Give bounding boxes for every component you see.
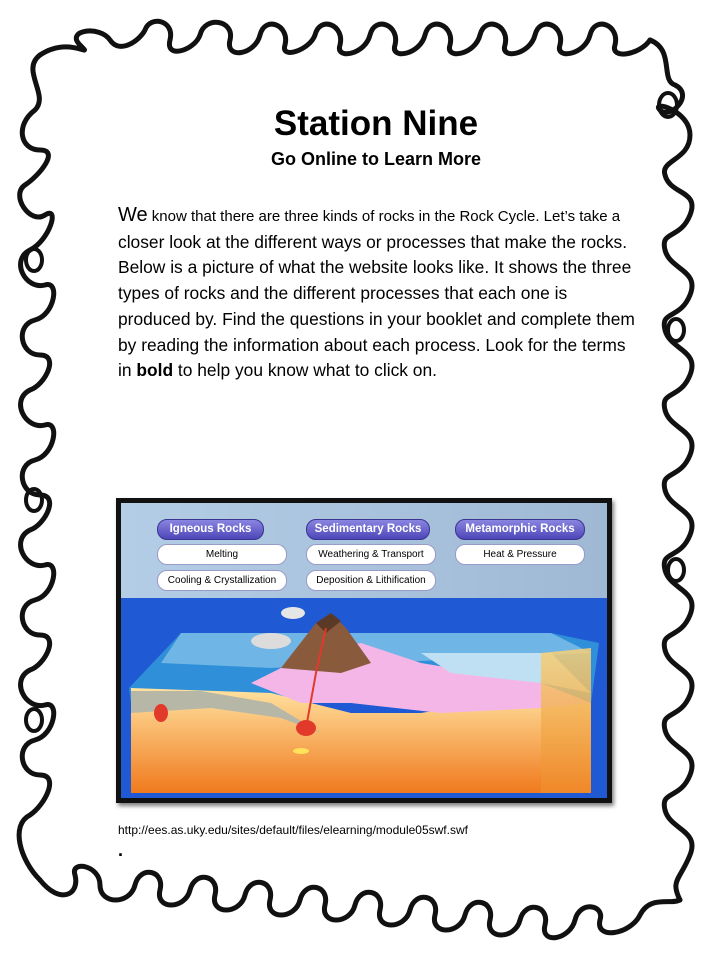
page-title: Station Nine [273, 104, 479, 143]
instructions-text-3: Let’s take a [539, 208, 621, 225]
melting-button[interactable]: Melting [157, 544, 287, 565]
website-url[interactable]: http://ees.as.uky.edu/sites/default/files/elearning/module05swf.swf [118, 823, 468, 837]
website-screenshot [116, 498, 612, 803]
igneous-rocks-header[interactable]: Igneous Rocks [157, 519, 264, 540]
trailing-period: . [118, 840, 124, 860]
heat-pressure-button[interactable]: Heat & Pressure [455, 544, 585, 565]
instructions-text-2: know that there are three kinds of rocks in the Rock Cycle. [147, 208, 540, 225]
page-subtitle: Go Online to Learn More [270, 149, 481, 169]
cooling-crystallization-button[interactable]: Cooling & Crystallization [157, 570, 287, 591]
deposition-lithification-button[interactable]: Deposition & Lithification [306, 570, 436, 591]
instructions-text-4: closer look at the different ways or processes that make the rocks. Below is a picture of what the website looks like. It shows the three types of rocks and the different processes that each one is produced by. Find the questions in your booklet and complete them by reading the information about each process. Look for the terms in [118, 231, 635, 381]
instructions-text-5: to help you know what to click on. [173, 360, 437, 381]
instructions-text-1: We [118, 204, 148, 226]
metamorphic-rocks-header[interactable]: Metamorphic Rocks [455, 519, 585, 540]
instructions-paragraph [118, 203, 638, 384]
weathering-transport-button[interactable]: Weathering & Transport [306, 544, 436, 565]
sedimentary-rocks-header[interactable]: Sedimentary Rocks [306, 519, 430, 540]
instructions-bold-word: bold [136, 360, 174, 381]
